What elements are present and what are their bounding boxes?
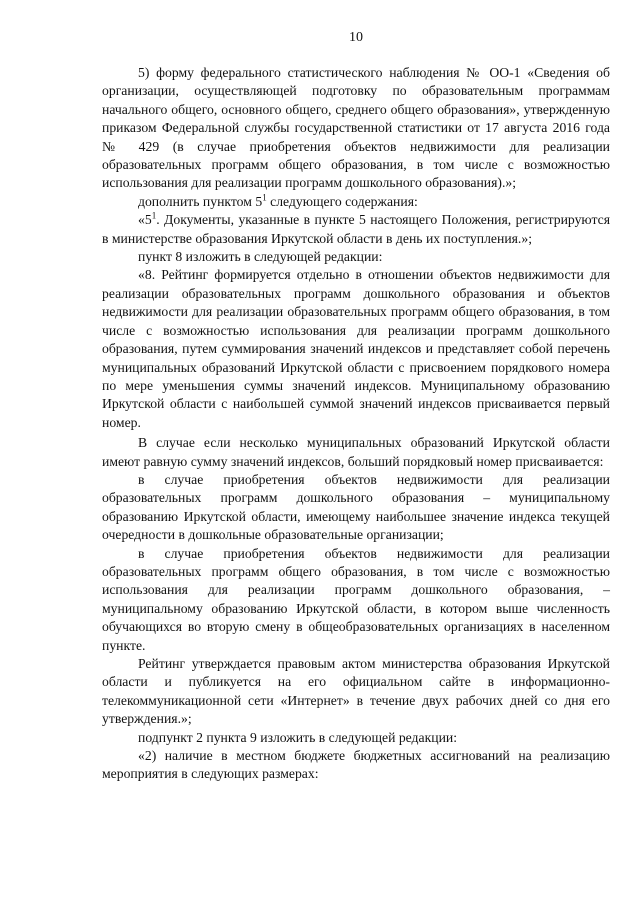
paragraph-point-5-1-text bbox=[102, 211, 610, 248]
paragraph-equal-sum-rule: В случае если несколько муниципальных образований Иркутской области имеют равную сумму значений индексов, больший порядковый номер присваивается: bbox=[102, 435, 610, 469]
superscript-index: 1 bbox=[151, 210, 157, 221]
paragraph-text: . Документы, указанные в пункте 5 настоящего Положения, регистрируются в министерстве образования Иркутской области в день их поступления.»; bbox=[102, 212, 610, 246]
paragraph-general-education-case: в случае приобретения объектов недвижимости для реализации образовательных программ общего образования, в том числе с возможностью использования для реализации программ дошкольного образования, – муниципальному образованию Иркутской области, в котором выше численность обучающихся во вторую смену в общеобразовательных организациях в населенном пункте. bbox=[102, 545, 610, 653]
paragraph-text: следующего содержания: bbox=[266, 193, 418, 209]
paragraph-point-8-intro: пункт 8 изложить в следующей редакции: bbox=[138, 249, 383, 265]
paragraph-text: дополнить пунктом 5 bbox=[138, 193, 263, 209]
paragraph-subpoint-2-text: «2) наличие в местном бюджете бюджетных ассигнований на реализацию мероприятия в следующих размерах: bbox=[102, 748, 610, 782]
page-number: 10 bbox=[349, 30, 363, 45]
paragraph-text: «5 bbox=[138, 212, 152, 228]
paragraph-add-point-5-1 bbox=[102, 193, 610, 211]
paragraph-subpoint-2-intro: подпункт 2 пункта 9 изложить в следующей редакции: bbox=[138, 729, 458, 745]
paragraph-preschool-case: в случае приобретения объектов недвижимости для реализации образовательных программ дошкольного образования – муниципальному образованию Иркутской области, имеющему наибольшее значение индекса текущей очередности в дошкольные образовательные организации; bbox=[102, 471, 610, 543]
paragraph-item-5-form-oo1: 5) форму федерального статистического наблюдения № ОО-1 «Сведения об организации, осуществляющей подготовку по образовательным программам начального общего, основного общего, среднего общего образования», утвержденную приказом Федеральной службы государственной статистики от 17 августа 2016 года № 429 (в случае приобретения объектов недвижимости для реализации образовательных программ общего образования, в том числе с возможностью использования для реализации программ дошкольного образования).»; bbox=[102, 65, 610, 191]
paragraph-rating-approval: Рейтинг утверждается правовым актом министерства образования Иркутской области и публикуется на его официальном сайте в информационно-телекоммуникационной сети «Интернет» в течение двух рабочих дней со дня его утверждения.»; bbox=[102, 656, 610, 727]
superscript-index: 1 bbox=[262, 192, 267, 203]
document-page bbox=[102, 30, 610, 870]
paragraph-point-8-rating: «8. Рейтинг формируется отдельно в отношении объектов недвижимости для реализации образовательных программ дошкольного образования и объектов недвижимости для реализации образовательных программ общего образования, в том числе с возможностью использования для реализации программ дошкольного образования, путем суммирования значений индексов и представляет собой перечень муниципальных образований Иркутской области с присвоением порядкового номера по мере уменьшения суммы значений индексов. Муниципальному образованию Иркутской области с наибольшей суммой значений индексов присваивается первый номер. bbox=[102, 267, 610, 430]
